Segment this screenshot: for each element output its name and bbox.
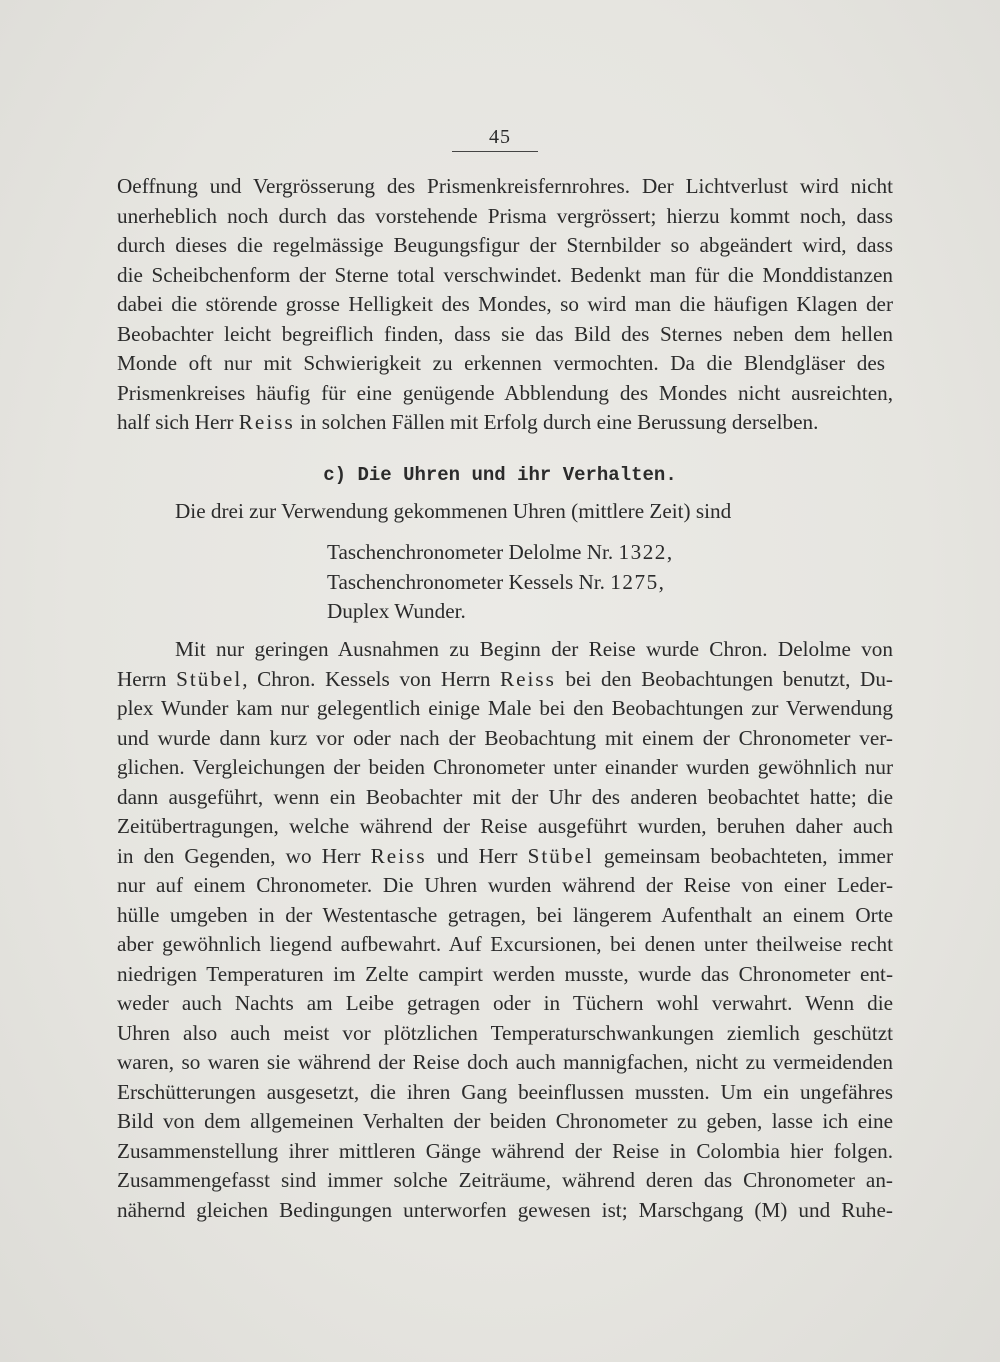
paragraph-2-line: nur auf einem Chronometer. Die Uhren wurden während der Reise von einer Leder- bbox=[117, 873, 893, 897]
clock-label: Duplex Wunder. bbox=[327, 599, 466, 623]
paragraph-1-line bbox=[117, 408, 893, 437]
paragraph-1-line: die Scheibchenform der Sterne total verschwindet. Bedenkt man für die Monddistanzen bbox=[117, 262, 893, 287]
paragraph-2-line: weder auch Nachts am Leibe getragen oder in Tüchern wohl verwahrt. Wenn die bbox=[117, 991, 893, 1015]
line-text: half sich Herr bbox=[117, 410, 239, 434]
paragraph-1-line: unerheblich noch durch das vorstehende Prisma vergrössert; hierzu kommt noch, dass bbox=[117, 203, 893, 228]
person-name: Reiss bbox=[238, 410, 295, 434]
paragraph-1-line: Monde oft nur mit Schwierigkeit zu erkennen vermochten. Da die Blendgläser des bbox=[117, 351, 885, 375]
page-number-rule bbox=[452, 151, 538, 152]
line-text: gemeinsam beobachteten, immer bbox=[593, 843, 894, 868]
clock-list-item bbox=[327, 538, 674, 567]
paragraph-2-line: Uhren also auch meist vor plötzlichen Temperaturschwankungen ziemlich geschützt bbox=[117, 1020, 893, 1045]
person-name: Reiss bbox=[499, 666, 556, 691]
paragraph-2-line: plex Wunder kam nur gelegentlich einige Male bei den Beobachtungen zur Verwendung bbox=[117, 696, 893, 720]
paragraph-2-line bbox=[117, 665, 893, 694]
paragraph-1-line: Oeffnung und Vergrösserung des Prismenkreisfernrohres. Der Lichtverlust wird nicht bbox=[117, 174, 893, 198]
clock-list-item bbox=[327, 597, 466, 626]
clock-list-item bbox=[327, 568, 665, 597]
paragraph-2-line: dann ausgeführt, wenn ein Beobachter mit der Uhr des anderen beobachtet hatte; die bbox=[117, 784, 893, 809]
line-text: in solchen Fällen mit Erfolg durch eine Berussung derselben. bbox=[294, 410, 819, 434]
paragraph-2-line: hülle umgeben in der Westentasche getragen, bei längerem Aufenthalt an einem Orte bbox=[117, 902, 893, 927]
clock-label: Taschenchronometer Delolme Nr. bbox=[327, 540, 614, 564]
paragraph-2-line: niedrigen Temperaturen im Zelte campirt werden musste, wurde das Chronometer ent- bbox=[117, 961, 893, 986]
intro-line: Die drei zur Verwendung gekommenen Uhren (mittlere Zeit) sind bbox=[175, 499, 732, 523]
line-text: in den Gegenden, wo Herr bbox=[117, 843, 371, 868]
paragraph-2-line: Zeitübertragungen, welche während der Reise ausgeführt wurden, beruhen daher auch bbox=[117, 814, 893, 838]
line-text: und Herr bbox=[426, 843, 528, 868]
paragraph-2-line: glichen. Vergleichungen der beiden Chronometer unter einander wurden gewöhnlich nur bbox=[117, 755, 893, 779]
page-number: 45 bbox=[489, 126, 511, 148]
paragraph-2-line: und wurde dann kurz vor oder nach der Beobachtung mit einem der Chronometer ver- bbox=[117, 725, 893, 750]
paragraph-2-line: waren, so waren sie während der Reise doch auch mannigfachen, nicht zu vermeidenden bbox=[117, 1050, 893, 1074]
paragraph-1-line: durch dieses die regelmässige Beugungsfigur der Sternbilder so abgeändert wird, dass bbox=[117, 233, 893, 257]
section-heading: c) Die Uhren und ihr Verhalten. bbox=[323, 464, 677, 486]
line-text: bei den Beobachtungen benutzt, Du- bbox=[555, 666, 893, 691]
clock-number: 1275, bbox=[610, 569, 666, 594]
paragraph-1-line: dabei die störende grosse Helligkeit des Mondes, so wird man die häufigen Klagen der bbox=[117, 292, 893, 316]
paragraph-2-line: aber gewöhnlich liegend aufbewahrt. Auf Excursionen, bei denen unter theilweise recht bbox=[117, 932, 893, 956]
person-name: Stübel bbox=[527, 843, 594, 868]
person-name: Stübel bbox=[176, 666, 243, 691]
clock-label: Taschenchronometer Kessels Nr. bbox=[327, 569, 605, 594]
paragraph-2-line: Erschütterungen ausgesetzt, die ihren Gang beeinflussen mussten. Um ein ungefähres bbox=[117, 1079, 893, 1104]
paragraph-2-line: Zusammengefasst sind immer solche Zeiträume, während deren das Chronometer an- bbox=[117, 1168, 893, 1192]
paragraph-1-line: Prismenkreises häufig für eine genügende Abblendung des Mondes nicht ausreichten, bbox=[117, 380, 893, 405]
paragraph-2-line: nähernd gleichen Bedingungen unterworfen gewesen ist; Marschgang (M) und Ruhe- bbox=[117, 1197, 893, 1222]
clock-number: 1322, bbox=[618, 540, 674, 564]
paragraph-2-line: Zusammenstellung ihrer mittleren Gänge während der Reise in Colombia hier folgen. bbox=[117, 1138, 893, 1163]
paragraph-1-line: Beobachter leicht begreiflich finden, dass sie das Bild des Sternes neben dem hellen bbox=[117, 321, 893, 346]
paragraph-2-line: Mit nur geringen Ausnahmen zu Beginn der Reise wurde Chron. Delolme von bbox=[175, 637, 893, 661]
line-text: , Chron. Kessels von Herrn bbox=[242, 666, 500, 691]
paragraph-2-line bbox=[117, 842, 893, 871]
paragraph-2-line: Bild von dem allgemeinen Verhalten der beiden Chronometer zu geben, lasse ich eine bbox=[117, 1109, 893, 1133]
person-name: Reiss bbox=[370, 843, 427, 868]
line-text: Herrn bbox=[117, 666, 177, 691]
